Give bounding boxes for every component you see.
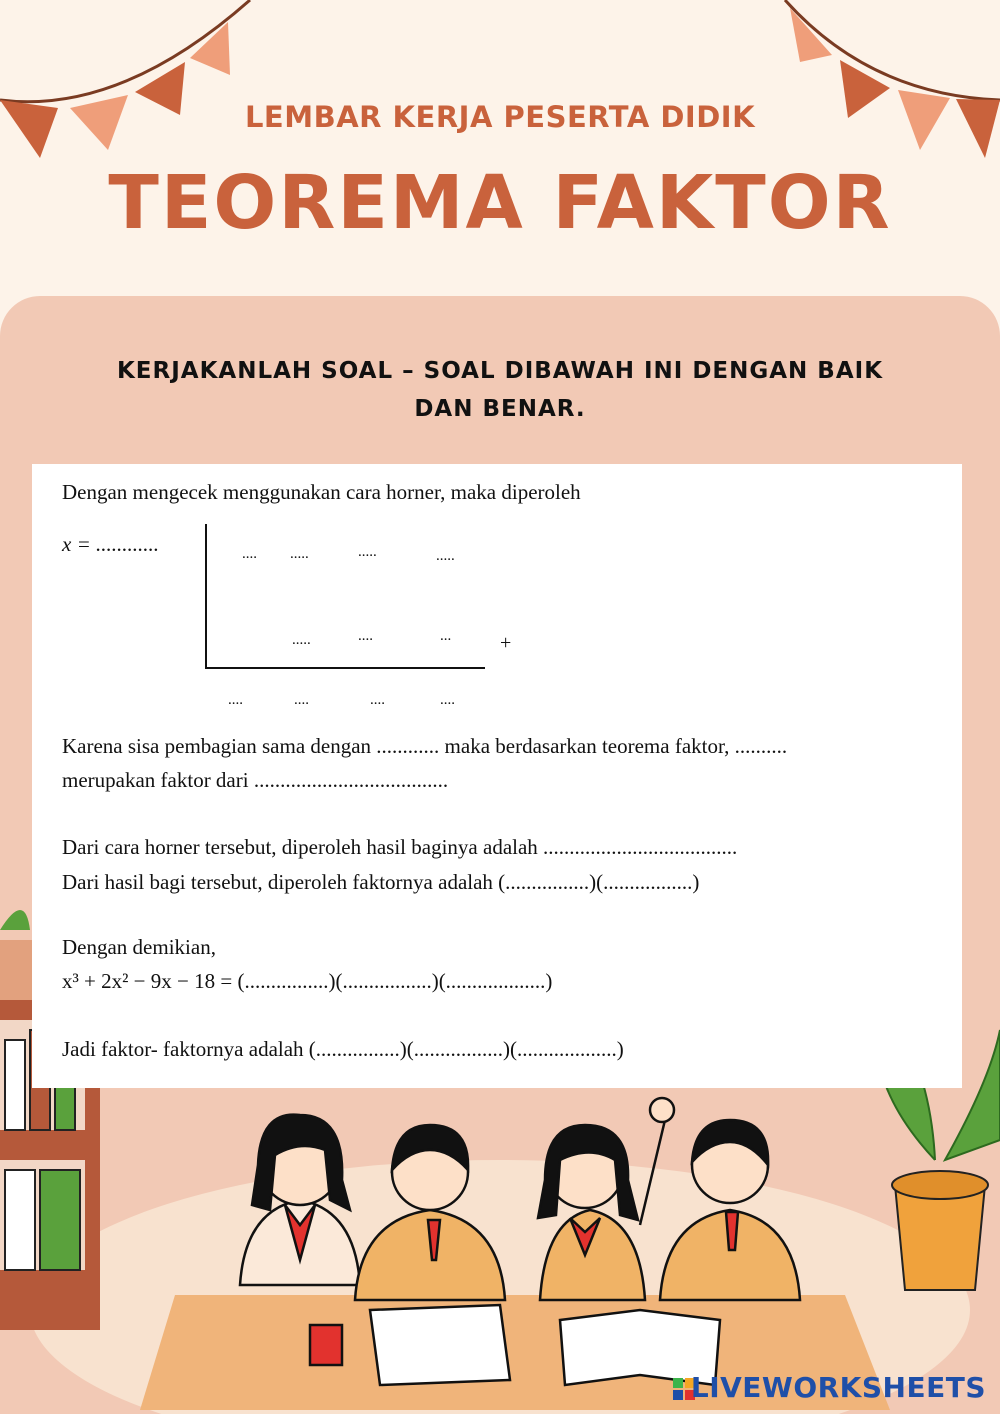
x-value-label: x = ............ — [62, 532, 159, 556]
brand-logo-text[interactable]: LIVEWORKSHEETS — [690, 1371, 986, 1404]
factor-of-line: merupakan faktor dari ..................................... — [62, 768, 449, 792]
worksheet-subtitle: LEMBAR KERJA PESERTA DIDIK — [244, 100, 756, 134]
conclusion-line: Jadi faktor- faktornya adalah (................)(.................)(...................) — [62, 1037, 624, 1061]
bunting-right-icon — [770, 0, 1000, 170]
horner-row2-cell: .... — [358, 628, 373, 644]
horner-row1-cell: .... — [242, 546, 257, 562]
quotient-line: Dari cara horner tersebut, diperoleh hasil baginya adalah ..................................... — [62, 835, 738, 859]
horner-row1-cell: ..... — [436, 548, 455, 564]
instruction-text — [100, 352, 900, 428]
horner-row1-cell: ..... — [358, 544, 377, 560]
bunting-left-icon — [0, 0, 260, 170]
quotient-factors-line: Dari hasil bagi tersebut, diperoleh faktornya adalah (................)(.................) — [62, 870, 700, 894]
horner-row3-cell: .... — [370, 692, 385, 708]
instruction-line-1: KERJAKANLAH SOAL – SOAL DIBAWAH INI DENGAN BAIK — [116, 358, 884, 384]
polynomial-line: x³ + 2x² − 9x − 18 = (................)(.................)(...................) — [62, 969, 553, 993]
horner-row1-cell: ..... — [290, 546, 309, 562]
horner-row2-cell: ..... — [292, 632, 311, 648]
horner-plus-sign: + — [500, 632, 512, 654]
horner-vertical-line — [205, 524, 207, 669]
horner-row2-cell: ... — [440, 628, 452, 644]
remainder-line: Karena sisa pembagian sama dengan ............ maka berdasarkan teorema faktor, .......... — [62, 734, 788, 758]
horner-row3-cell: .... — [294, 692, 309, 708]
instruction-line-2: DAN BENAR. — [414, 396, 586, 422]
horner-row3-cell: .... — [440, 692, 455, 708]
therefore-line: Dengan demikian, — [62, 935, 216, 959]
horner-horizontal-line — [205, 667, 485, 669]
worksheet-title: TEOREMA FAKTOR — [108, 160, 892, 246]
intro-text: Dengan mengecek menggunakan cara horner, maka diperoleh — [62, 480, 581, 504]
horner-row3-cell: .... — [228, 692, 243, 708]
